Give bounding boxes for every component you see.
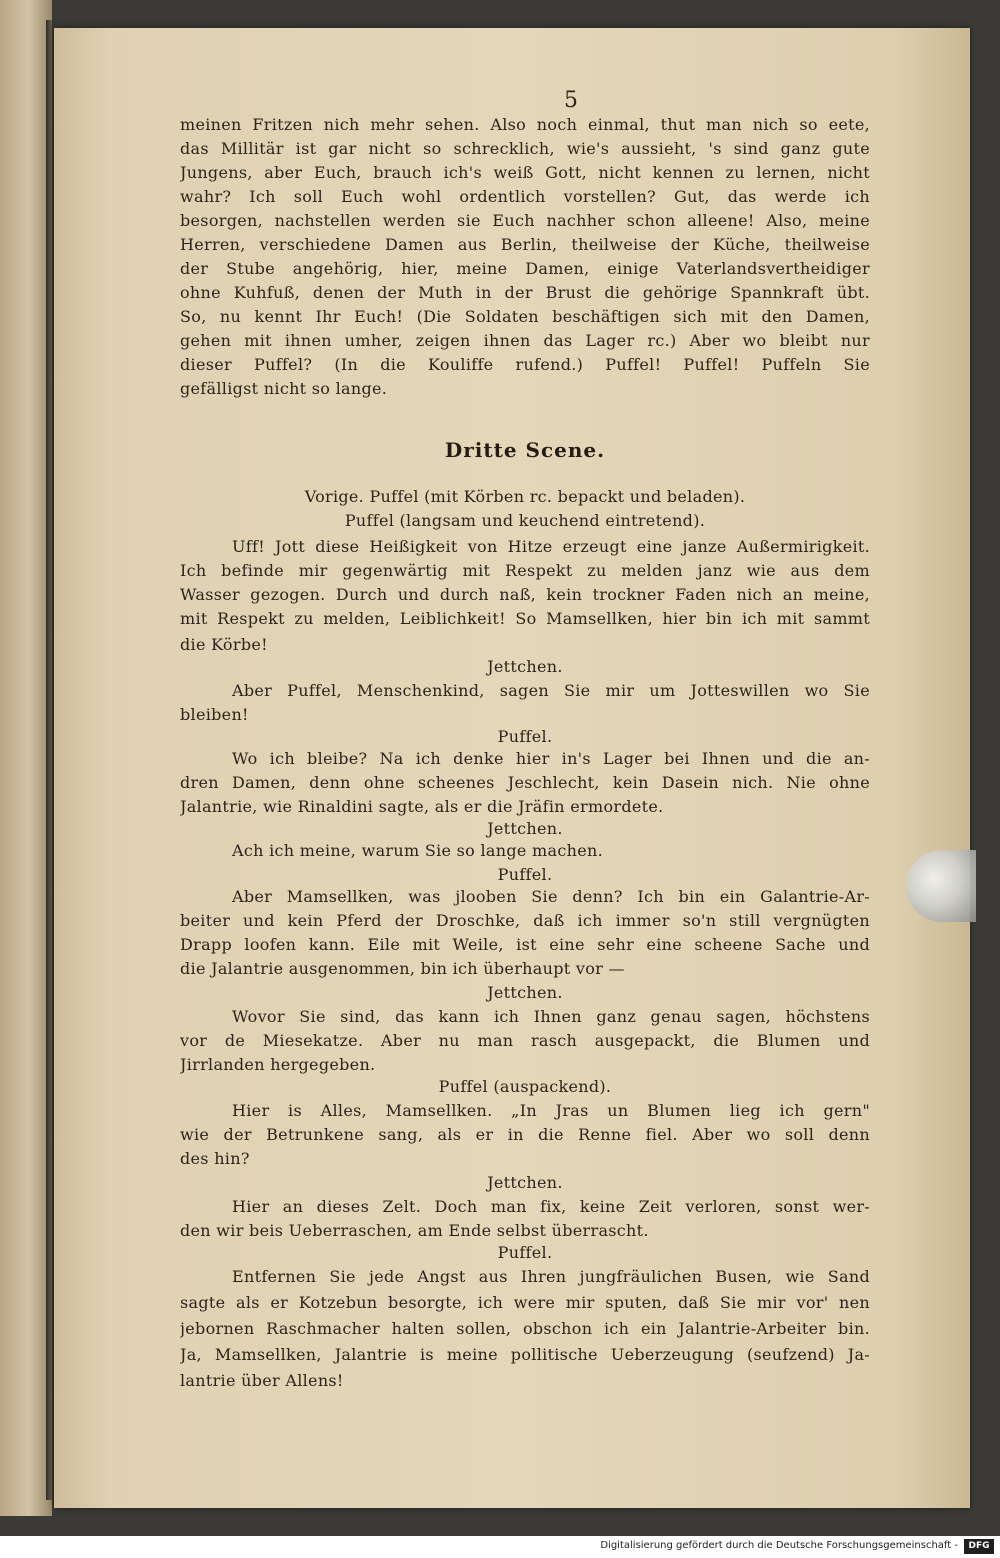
scene-title: Dritte Scene. (444, 438, 606, 462)
text-line: gehen mit ihnen umher, zeigen ihnen das Lager rc.) Aber wo bleibt nur (180, 331, 870, 350)
text-line: dren Damen, denn ohne scheenes Jeschlecht, kein Dasein nich. Nie ohne (180, 773, 870, 792)
text-line: Wo ich bleibe? Na ich denke hier in's Lager bei Ihnen und die an- (232, 749, 870, 768)
scene-direction: Vorige. Puffel (mit Körben rc. bepackt und beladen). (304, 487, 746, 506)
speaker-label: Jettchen. (487, 1173, 563, 1192)
text-line: Aber Puffel, Menschenkind, sagen Sie mir um Jotteswillen wo Sie (232, 681, 870, 700)
speaker-label: Puffel. (497, 865, 553, 884)
text-line: Hier is Alles, Mamsellken. „In Jras un Blumen lieg ich gern" (232, 1101, 870, 1120)
text-line: vor de Miesekatze. Aber nu man rasch ausgepackt, die Blumen und (180, 1031, 870, 1050)
speaker-label: Puffel. (497, 1243, 553, 1262)
text-line: Wovor Sie sind, das kann ich Ihnen ganz genau sagen, höchstens (232, 1007, 870, 1026)
text-line: mit Respekt zu melden, Leiblichkeit! So Mamsellken, hier bin ich mit sammt (180, 609, 870, 628)
text-line: Herren, verschiedene Damen aus Berlin, theilweise der Küche, theilweise (180, 235, 870, 254)
text-line: So, nu kennt Ihr Euch! (Die Soldaten beschäftigen sich mit den Damen, (180, 307, 870, 326)
text-line: die Jalantrie ausgenommen, bin ich überhaupt vor — (180, 959, 625, 978)
page-number: 5 (564, 88, 578, 113)
text-line: Drapp loofen kann. Eile mit Weile, ist eine sehr eine scheene Sache und (180, 935, 870, 954)
footer-credit: Digitalisierung gefördert durch die Deutsche Forschungsgemeinschaft - (600, 1540, 958, 1551)
text-line: der Stube angehörig, hier, meine Damen, einige Vaterlandsvertheidiger (180, 259, 870, 278)
speaker-label: Puffel (auspackend). (438, 1077, 612, 1096)
text-line: des hin? (180, 1149, 250, 1168)
text-line: Jirrlanden hergegeben. (180, 1055, 376, 1074)
text-line: lantrie über Allens! (180, 1371, 344, 1390)
text-line: Wasser gezogen. Durch und durch naß, kein trockner Faden nich an meine, (180, 585, 870, 604)
text-line: Entfernen Sie jede Angst aus Ihren jungfräulichen Busen, wie Sand (232, 1267, 870, 1286)
text-line: dieser Puffel? (In die Kouliffe rufend.) Puffel! Puffel! Puffeln Sie (180, 355, 870, 374)
text-line: gefälligst nicht so lange. (180, 379, 388, 398)
page-marker-tab (906, 850, 976, 922)
previous-page-edge (0, 0, 52, 1516)
text-line: Ich befinde mir gegenwärtig mit Respekt zu melden janz wie aus dem (180, 561, 870, 580)
text-line: Ja, Mamsellken, Jalantrie is meine pollitische Ueberzeugung (seufzend) Ja- (180, 1345, 870, 1364)
text-line: Uff! Jott diese Heißigkeit von Hitze erzeugt eine janze Außermirigkeit. (232, 537, 870, 556)
text-line: Aber Mamsellken, was jlooben Sie denn? Ich bin ein Galantrie-Ar- (232, 887, 870, 906)
dfg-logo: DFG (964, 1539, 994, 1554)
text-line: wie der Betrunkene sang, als er in die Renne fiel. Aber wo soll denn (180, 1125, 870, 1144)
speaker-label: Jettchen. (487, 983, 563, 1002)
speaker-label: Jettchen. (487, 657, 563, 676)
text-line: Ach ich meine, warum Sie so lange machen. (232, 841, 603, 860)
text-line: Hier an dieses Zelt. Doch man fix, keine Zeit verloren, sonst wer- (232, 1197, 870, 1216)
text-line: beiter und kein Pferd der Droschke, daß ich immer so'n still vergnügten (180, 911, 870, 930)
text-line: den wir beis Ueberraschen, am Ende selbst überrascht. (180, 1221, 649, 1240)
text-line: jebornen Raschmacher halten sollen, obschon ich ein Jalantrie-Arbeiter bin. (180, 1319, 870, 1338)
text-line: ohne Kuhfuß, denen der Muth in der Brust die gehörige Spannkraft übt. (180, 283, 870, 302)
text-line: wahr? Ich soll Euch wohl ordentlich vorstellen? Gut, das werde ich (180, 187, 870, 206)
text-line: sagte als er Kotzebun besorgte, ich were mir sputen, daß Sie mir vor' nen (180, 1293, 870, 1312)
text-line: Jungens, aber Euch, brauch ich's weiß Gott, nicht kennen zu lernen, nicht (180, 163, 870, 182)
text-line: das Millitär ist gar nicht so schrecklich, wie's aussieht, 's sind ganz gute (180, 139, 870, 158)
digitization-footer (0, 1536, 1000, 1558)
text-line: bleiben! (180, 705, 249, 724)
text-line: die Körbe! (180, 635, 268, 654)
speaker-label: Jettchen. (487, 819, 563, 838)
text-line: Jalantrie, wie Rinaldini sagte, als er die Jräfin ermordete. (180, 797, 664, 816)
text-line: meinen Fritzen nich mehr sehen. Also noch einmal, thut man nich so eete, (180, 115, 870, 134)
text-line: besorgen, nachstellen werden sie Euch nachher schon alleene! Also, meine (180, 211, 870, 230)
speaker-label: Puffel. (497, 727, 553, 746)
speaker-label: Puffel (langsam und keuchend eintretend). (344, 511, 706, 530)
